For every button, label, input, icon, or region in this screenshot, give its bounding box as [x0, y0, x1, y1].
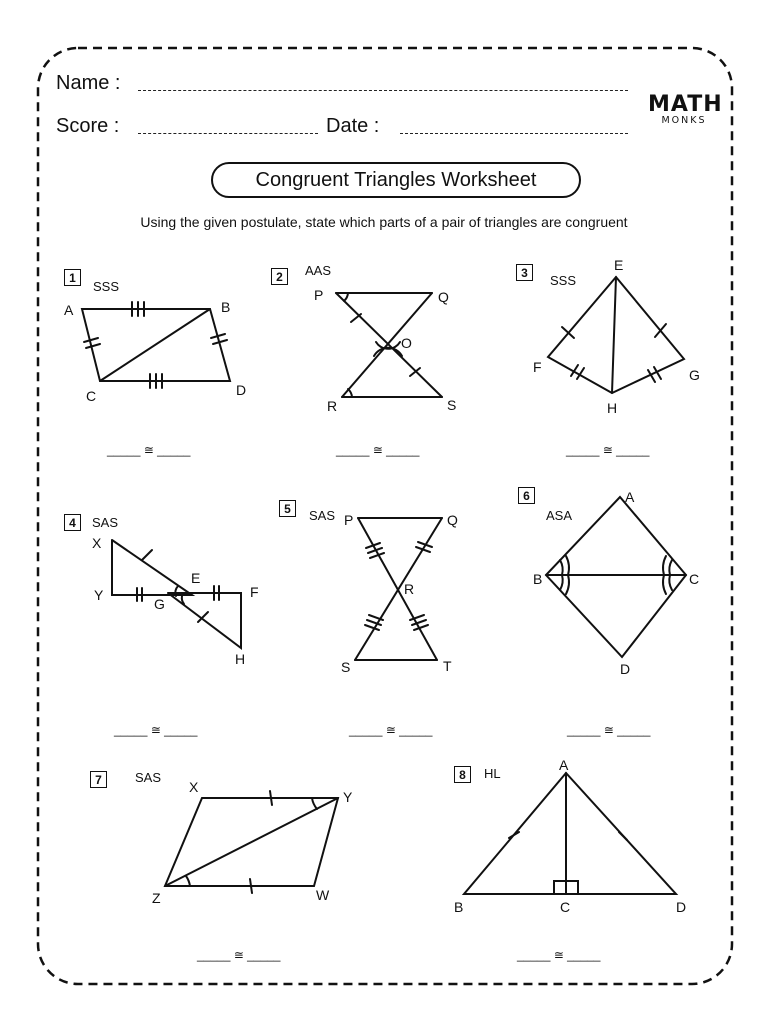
- problem-6-number: 6: [518, 487, 535, 504]
- figure-5: [341, 512, 458, 675]
- problem-4-answer[interactable]: _____ ≅ _____: [114, 723, 198, 737]
- figure-6: [533, 489, 699, 677]
- problem-4-number: 4: [64, 514, 81, 531]
- problem-7-postulate: SAS: [135, 770, 162, 785]
- p5-label-t: T: [443, 658, 452, 674]
- p8-label-c: C: [560, 899, 571, 915]
- name-label: Name :: [56, 72, 121, 94]
- p8-label-a: A: [559, 757, 569, 773]
- problem-5-postulate: SAS: [309, 508, 336, 523]
- p3-label-g: G: [689, 367, 700, 383]
- date-label: Date :: [326, 115, 380, 137]
- problem-6-postulate: ASA: [546, 508, 573, 523]
- p7-label-y: Y: [343, 789, 353, 805]
- figure-1: [64, 299, 246, 404]
- figure-8: [454, 757, 686, 915]
- figure-7: [152, 779, 353, 906]
- problem-7-answer[interactable]: _____ ≅ _____: [197, 948, 281, 962]
- problem-8-number: 8: [454, 766, 471, 783]
- p8-label-d: D: [676, 899, 687, 915]
- problem-1-postulate: SSS: [93, 279, 120, 294]
- problem-3-answer[interactable]: _____ ≅ _____: [566, 443, 650, 457]
- p2-label-p: P: [314, 287, 324, 303]
- p5-label-r: R: [404, 581, 415, 597]
- p2-label-r: R: [327, 398, 338, 414]
- p1-label-d: D: [236, 382, 247, 398]
- problem-6-answer[interactable]: _____ ≅ _____: [567, 723, 651, 737]
- p2-label-s: S: [447, 397, 457, 413]
- p1-label-a: A: [64, 302, 74, 318]
- figure-4: [92, 535, 259, 667]
- instructions: Using the given postulate, state which parts of a pair of triangles are congruent: [140, 214, 628, 230]
- problem-2-answer[interactable]: _____ ≅ _____: [336, 443, 420, 457]
- problem-7-number: 7: [90, 771, 107, 788]
- p2-label-o: O: [401, 335, 412, 351]
- p7-label-w: W: [316, 887, 330, 903]
- p1-label-c: C: [86, 388, 97, 404]
- problem-5-number: 5: [279, 500, 296, 517]
- worksheet-title: Congruent Triangles Worksheet: [211, 162, 581, 198]
- problem-8-answer[interactable]: _____ ≅ _____: [517, 948, 601, 962]
- p3-label-f: F: [533, 359, 542, 375]
- p8-label-b: B: [454, 899, 464, 915]
- problem-3-postulate: SSS: [550, 273, 577, 288]
- p7-label-z: Z: [152, 890, 161, 906]
- p4-label-e: E: [191, 570, 201, 586]
- p5-label-s: S: [341, 659, 351, 675]
- p4-label-x: X: [92, 535, 102, 551]
- p6-label-d: D: [620, 661, 631, 677]
- p4-label-g: G: [154, 596, 165, 612]
- p4-label-h: H: [235, 651, 246, 667]
- figure-2: [314, 287, 456, 414]
- logo-bottom-text: MONKS: [661, 115, 707, 126]
- logo-top-text: MATH: [648, 92, 723, 117]
- p2-label-q: Q: [438, 289, 449, 305]
- problem-1-answer[interactable]: _____ ≅ _____: [107, 443, 191, 457]
- problem-2-postulate: AAS: [305, 263, 332, 278]
- problem-1-number: 1: [64, 269, 81, 286]
- figure-3: [533, 257, 700, 416]
- p5-label-p: P: [344, 512, 354, 528]
- p1-label-b: B: [221, 299, 231, 315]
- p7-label-x: X: [189, 779, 199, 795]
- p3-label-h: H: [607, 400, 618, 416]
- p6-label-c: C: [689, 571, 700, 587]
- p4-label-y: Y: [94, 587, 104, 603]
- problem-2-number: 2: [271, 268, 288, 285]
- problem-5-answer[interactable]: _____ ≅ _____: [349, 723, 433, 737]
- problem-3-number: 3: [516, 264, 533, 281]
- p6-label-b: B: [533, 571, 543, 587]
- p3-label-e: E: [614, 257, 624, 273]
- problem-8-postulate: HL: [484, 766, 501, 781]
- problem-4-postulate: SAS: [92, 515, 119, 530]
- p5-label-q: Q: [447, 512, 458, 528]
- score-label: Score :: [56, 115, 120, 137]
- p6-label-a: A: [625, 489, 635, 505]
- p4-label-f: F: [250, 584, 259, 600]
